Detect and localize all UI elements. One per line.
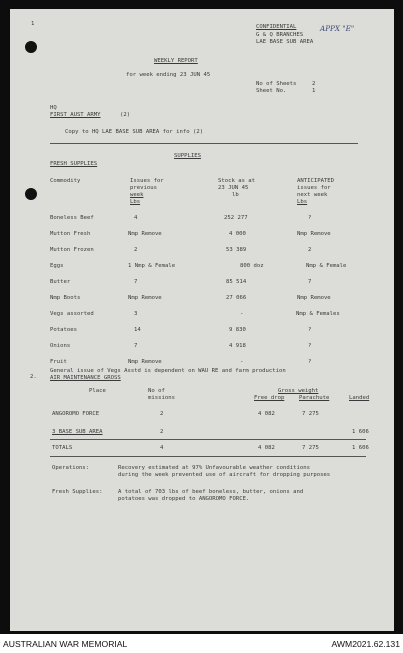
sheets-label: No of Sheets bbox=[256, 81, 297, 87]
section-number: 2. bbox=[30, 374, 37, 380]
cell-stock: - bbox=[240, 359, 244, 365]
sub-title: FRESH SUPPLIES bbox=[50, 161, 98, 167]
section-title: SUPPLIES bbox=[174, 153, 201, 159]
cell-stock: 85 514 bbox=[226, 279, 247, 285]
cell-issues: 7 bbox=[134, 279, 138, 285]
page-mark: 1 bbox=[31, 21, 35, 27]
operations-text: during the week prevented use of aircraft for dropping purposes bbox=[118, 472, 331, 478]
col-landed: Landed bbox=[349, 395, 370, 401]
cell-stock: 53 389 bbox=[226, 247, 247, 253]
cell-commodity: Vegs assorted bbox=[50, 311, 94, 317]
cell-issues: 7 bbox=[134, 343, 138, 349]
cell-landed: 1 606 bbox=[352, 429, 369, 435]
operations-label: Operations: bbox=[52, 465, 90, 471]
cell-commodity: Nmp Boots bbox=[50, 295, 81, 301]
cell-place: 3 BASE SUB AREA bbox=[52, 429, 103, 435]
sheet-no-label: Sheet No. bbox=[256, 88, 287, 94]
to-unit: FIRST AUST ARMY bbox=[50, 112, 101, 118]
cell-anticipated: ? bbox=[308, 359, 312, 365]
cell-anticipated: Nmp & Female bbox=[306, 263, 347, 269]
document-page bbox=[10, 9, 394, 631]
totals-rule bbox=[50, 456, 366, 457]
operations-text: Recovery estimated at 97% Unfavourable weather conditions bbox=[118, 465, 310, 471]
hq-line: G & Q BRANCHES bbox=[256, 32, 304, 38]
col-anticipated: issues for bbox=[297, 185, 331, 191]
area-line: LAE BASE SUB AREA bbox=[256, 39, 314, 45]
punch-hole bbox=[25, 188, 37, 200]
cell-issues: Nmp Remove bbox=[128, 231, 162, 237]
col-gross: Gross weight bbox=[278, 388, 319, 394]
cell-commodity: Eggs bbox=[50, 263, 64, 269]
cell-missions: 2 bbox=[160, 429, 164, 435]
cell-anticipated: 7 bbox=[308, 279, 312, 285]
cell-parachute: 7 275 bbox=[302, 411, 319, 417]
col-commodity: Commodity bbox=[50, 178, 81, 184]
cell-issues: 2 bbox=[134, 247, 138, 253]
col-issues: previous bbox=[130, 185, 157, 191]
fresh-label: Fresh Supplies: bbox=[52, 489, 103, 495]
cell-anticipated: 2 bbox=[308, 247, 312, 253]
cell-commodity: Potatoes bbox=[50, 327, 77, 333]
archive-footer bbox=[0, 634, 403, 653]
report-title: WEEKLY REPORT bbox=[154, 58, 198, 64]
cell-commodity: Mutton Fresh bbox=[50, 231, 91, 237]
cell-commodity: Mutton Frozen bbox=[50, 247, 94, 253]
archive-reference: AWM2021.62.131 bbox=[331, 639, 400, 649]
copy-line: Copy to HQ LAE BASE SUB AREA for info (2) bbox=[65, 129, 204, 135]
cell-commodity: Fruit bbox=[50, 359, 67, 365]
cell-commodity: Onions bbox=[50, 343, 71, 349]
col-free: Free drop bbox=[254, 395, 285, 401]
cell-issues: 14 bbox=[134, 327, 141, 333]
cell-commodity: Boneless Beef bbox=[50, 215, 94, 221]
cell-anticipated: Nmp Remove bbox=[297, 231, 331, 237]
cell-missions: 2 bbox=[160, 411, 164, 417]
cell-issues: Nmp Remove bbox=[128, 359, 162, 365]
col-anticipated: ANTICIPATED bbox=[297, 178, 335, 184]
col-issues: week bbox=[130, 192, 144, 198]
sheet-no-value: 1 bbox=[312, 88, 316, 94]
cell-stock: 4 000 bbox=[229, 231, 246, 237]
cell-stock: - bbox=[240, 311, 244, 317]
col-anticipated: next week bbox=[297, 192, 328, 198]
totals-rule bbox=[50, 439, 366, 440]
col-stock: lb bbox=[232, 192, 239, 198]
cell-anticipated: ? bbox=[308, 327, 312, 333]
sheets-value: 2 bbox=[312, 81, 316, 87]
cell-stock: 27 066 bbox=[226, 295, 247, 301]
archive-name: AUSTRALIAN WAR MEMORIAL bbox=[3, 639, 128, 649]
col-parachute: Parachute bbox=[299, 395, 330, 401]
appendix-mark: APPX "E" bbox=[320, 24, 355, 33]
col-stock: 23 JUN 45 bbox=[218, 185, 249, 191]
classification: CONFIDENTIAL bbox=[256, 24, 297, 30]
cell-issues: 1 Nmp & Female bbox=[128, 263, 176, 269]
air-title: AIR MAINTENANCE GROSS bbox=[50, 375, 121, 381]
week-line: for week ending 23 JUN 45 bbox=[126, 72, 211, 78]
to-label: HQ bbox=[50, 105, 57, 111]
col-issues: Issues for bbox=[130, 178, 164, 184]
cell-place: ANGOROMO FORCE bbox=[52, 411, 100, 417]
fresh-text: potatoes was dropped to ANGOROMO FORCE. bbox=[118, 496, 250, 502]
cell-stock: 252 277 bbox=[224, 215, 248, 221]
cell-anticipated: Nmp & Females bbox=[296, 311, 340, 317]
totals-label: TOTALS bbox=[52, 445, 73, 451]
col-place: Place bbox=[89, 388, 106, 394]
totals-parachute: 7 275 bbox=[302, 445, 319, 451]
col-stock: Stock as at bbox=[218, 178, 256, 184]
cell-issues: 3 bbox=[134, 311, 138, 317]
cell-stock: 4 918 bbox=[229, 343, 246, 349]
col-anticipated: Lbs bbox=[297, 199, 308, 205]
totals-landed: 1 606 bbox=[352, 445, 369, 451]
cell-issues: 4 bbox=[134, 215, 138, 221]
cell-anticipated: ? bbox=[308, 215, 312, 221]
cell-anticipated: Nmp Remove bbox=[297, 295, 331, 301]
to-copies: (2) bbox=[120, 112, 131, 118]
col-missions: missions bbox=[148, 395, 175, 401]
punch-hole bbox=[25, 41, 37, 53]
col-issues: Lbs bbox=[130, 199, 141, 205]
totals-free: 4 082 bbox=[258, 445, 275, 451]
cell-anticipated: ? bbox=[308, 343, 312, 349]
fresh-text: A total of 703 lbs of beef boneless, butter, onions and bbox=[118, 489, 304, 495]
cell-stock: 800 doz bbox=[240, 263, 264, 269]
totals-missions: 4 bbox=[160, 445, 164, 451]
cell-issues: Nmp Remove bbox=[128, 295, 162, 301]
cell-free: 4 082 bbox=[258, 411, 275, 417]
cell-commodity: Butter bbox=[50, 279, 71, 285]
supplies-note: General issue of Vegs Asstd is dependent on WAU RE and farm production bbox=[50, 368, 286, 374]
divider bbox=[50, 143, 358, 144]
col-missions: No of bbox=[148, 388, 165, 394]
cell-stock: 9 830 bbox=[229, 327, 246, 333]
